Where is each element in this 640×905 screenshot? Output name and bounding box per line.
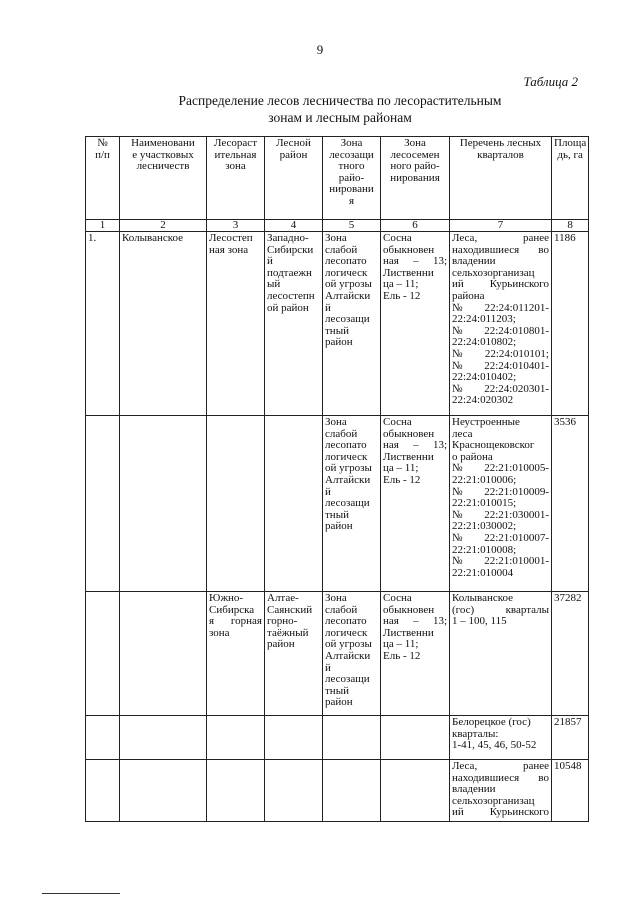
cell-line: обыкновен xyxy=(383,603,435,616)
cell-line: Сибирски xyxy=(267,243,314,256)
protection-zone xyxy=(323,716,381,760)
seed-zone xyxy=(381,232,450,416)
cell-line: лесосемен xyxy=(390,148,440,161)
forestry-name: Колыванское xyxy=(120,232,207,416)
cell-line: Лесостеп xyxy=(209,232,253,244)
cell-line: № xyxy=(97,137,108,149)
cell-line: 22:24:011203; xyxy=(452,313,516,326)
cell-line: ительная xyxy=(214,148,257,161)
cell-line: Ель - 12 xyxy=(383,473,421,486)
area-value: 21857 xyxy=(552,716,589,760)
vegetation-zone xyxy=(207,592,265,716)
cell-line: Саянский xyxy=(267,603,313,616)
cell-line: № 22:21:010009- xyxy=(452,485,549,498)
cell-line: Лесной xyxy=(276,137,311,149)
header-vegetation-zone xyxy=(207,137,265,220)
area-value: 3536 xyxy=(552,416,589,592)
cell-line: й xyxy=(325,485,331,498)
forestry-name xyxy=(120,760,207,822)
cell-line: лесничеств xyxy=(136,160,190,173)
forest-district xyxy=(265,760,323,822)
cell-line: ой угрозы xyxy=(325,278,372,291)
cell-line: райо- xyxy=(338,171,365,184)
cell-line: Сосна xyxy=(383,592,412,604)
seed-zone xyxy=(381,716,450,760)
cell-line: обыкновен xyxy=(383,243,435,256)
cell-line: № 22:21:010005- xyxy=(452,462,549,475)
cell-line: Леса, ранее xyxy=(452,760,549,772)
forestry-name xyxy=(120,592,207,716)
cell-line: п/п xyxy=(95,148,110,161)
seed-zone xyxy=(381,592,450,716)
cell-line: ца – 11; xyxy=(383,638,419,651)
forest-distribution-table xyxy=(85,136,589,822)
cell-line: горно- xyxy=(267,615,298,628)
cell-line: лесопато xyxy=(325,439,367,452)
cell-line: кварталы: xyxy=(452,727,499,740)
cell-line: ная зона xyxy=(209,243,249,256)
forest-district xyxy=(265,232,323,416)
cell-line: Колыванское xyxy=(452,592,514,604)
cell-line: тный xyxy=(325,324,349,337)
cell-line: 22:24:010802; xyxy=(452,336,517,349)
protection-zone xyxy=(323,592,381,716)
cell-line: Лиственни xyxy=(383,626,434,639)
cell-line: Ель - 12 xyxy=(383,289,421,302)
vegetation-zone xyxy=(207,760,265,822)
cell-line: Лиственни xyxy=(383,450,434,463)
forest-district xyxy=(265,592,323,716)
page-number: 9 xyxy=(316,42,324,57)
cell-line: зона xyxy=(225,160,246,173)
column-number: 2 xyxy=(120,220,207,232)
cell-line: ная – 13; xyxy=(383,439,447,452)
cell-line: 22:21:010004 xyxy=(452,566,514,579)
cell-line: слабой xyxy=(325,243,358,256)
cell-line: Алтае- xyxy=(267,592,299,604)
table-row xyxy=(86,760,589,822)
cell-line: таёжный xyxy=(267,626,309,639)
cell-line: Алтайски xyxy=(325,649,371,662)
cell-line: Алтайски xyxy=(325,289,371,302)
table-row xyxy=(86,416,589,592)
cell-line: Южно- xyxy=(209,592,244,604)
forestry-name xyxy=(120,416,207,592)
cell-line: нирования xyxy=(390,171,440,184)
cell-line: лесопато xyxy=(325,615,367,628)
cell-line: ная – 13; xyxy=(383,255,447,268)
cell-line: сельхозорганизац xyxy=(452,794,535,807)
area-value: 37282 xyxy=(552,592,589,716)
cell-line: Зона xyxy=(325,416,347,428)
cell-line: ой угрозы xyxy=(325,462,372,475)
cell-line: ца – 11; xyxy=(383,278,419,291)
quarters-list xyxy=(450,592,552,716)
cell-line: я xyxy=(348,194,355,207)
row-number: 1. xyxy=(86,232,120,416)
cell-line: леса xyxy=(452,427,473,440)
cell-line: тный xyxy=(325,508,349,521)
cell-line: Зона xyxy=(340,137,363,149)
cell-line: владении xyxy=(452,255,496,268)
cell-line: Зона xyxy=(325,592,347,604)
cell-line: лесостепн xyxy=(267,289,315,302)
row-number xyxy=(86,760,120,822)
cell-line: слабой xyxy=(325,603,358,616)
row-number xyxy=(86,416,120,592)
cell-line: лесозащи xyxy=(325,313,370,326)
column-number: 8 xyxy=(552,220,589,232)
protection-zone xyxy=(323,760,381,822)
cell-line: Зона xyxy=(404,137,426,149)
cell-line: логическ xyxy=(325,626,368,639)
cell-line: 22:21:010015; xyxy=(452,497,517,510)
cell-line: Сосна xyxy=(383,416,412,428)
cell-line: Сибирска xyxy=(209,603,255,616)
footnote-divider xyxy=(42,893,120,894)
cell-line: 1 – 100, 115 xyxy=(452,615,507,628)
cell-line: тный xyxy=(325,684,349,697)
seed-zone xyxy=(381,760,450,822)
header-row xyxy=(86,137,589,220)
cell-line: № 22:24:020301- xyxy=(452,382,549,395)
cell-line: 22:21:010006; xyxy=(452,473,517,486)
cell-line: Краснощековског xyxy=(452,439,535,452)
cell-line: Леса, ранее xyxy=(452,232,549,244)
cell-line: ий Курьинского xyxy=(452,806,549,819)
cell-line: й xyxy=(325,301,331,314)
header-quarters-list xyxy=(450,137,552,220)
cell-line: 22:24:020302 xyxy=(452,394,514,407)
header-forestry xyxy=(120,137,207,220)
cell-line: Сосна xyxy=(383,232,412,244)
cell-line: й xyxy=(325,661,331,674)
cell-line: кварталов xyxy=(477,148,524,161)
cell-line: № 22:21:010001- xyxy=(452,555,549,568)
cell-line: (гос) кварталы xyxy=(452,603,549,616)
cell-line: тного xyxy=(338,160,365,173)
cell-line: нировани xyxy=(329,183,374,196)
row-number xyxy=(86,716,120,760)
forestry-name xyxy=(120,716,207,760)
document-title xyxy=(130,92,550,126)
cell-line: № 22:24:010101; xyxy=(452,347,549,360)
cell-line: Площа xyxy=(554,137,587,149)
cell-line: Алтайски xyxy=(325,473,371,486)
cell-line: подтаежн xyxy=(267,266,312,279)
title-line-1: Распределение лесов лесничества по лесорастительным xyxy=(178,93,502,108)
title-line-2: зонам и лесным районам xyxy=(268,110,412,125)
cell-line: Перечень лесных xyxy=(459,137,542,149)
cell-line: ная – 13; xyxy=(383,615,447,628)
cell-line: ий Курьинского xyxy=(452,278,549,291)
table-row xyxy=(86,716,589,760)
cell-line: е участковых xyxy=(132,148,194,161)
protection-zone xyxy=(323,232,381,416)
cell-line: район xyxy=(267,638,295,651)
cell-line: ой район xyxy=(267,301,309,314)
cell-line: 22:24:010402; xyxy=(452,371,517,384)
column-number: 6 xyxy=(381,220,450,232)
vegetation-zone xyxy=(207,232,265,416)
cell-line: сельхозорганизац xyxy=(452,266,535,279)
cell-line: района xyxy=(452,289,485,302)
cell-line: логическ xyxy=(325,266,368,279)
cell-line: № 22:24:011201- xyxy=(452,301,549,314)
cell-line: находившиеся во xyxy=(452,771,549,784)
protection-zone xyxy=(323,416,381,592)
cell-line: 22:21:010008; xyxy=(452,543,517,556)
table-row xyxy=(86,232,589,416)
cell-line: ного райо- xyxy=(390,160,440,173)
header-protection-zone xyxy=(323,137,381,220)
area-value: 10548 xyxy=(552,760,589,822)
cell-line: ца – 11; xyxy=(383,462,419,475)
cell-line: слабой xyxy=(325,427,358,440)
cell-line: Наименовани xyxy=(131,137,195,149)
cell-line: зона xyxy=(209,626,230,639)
cell-line: район xyxy=(325,696,353,709)
cell-line: № 22:24:010401- xyxy=(452,359,549,372)
cell-line: Зона xyxy=(325,232,347,244)
cell-line: Западно- xyxy=(267,232,309,244)
cell-line: № 22:24:010801- xyxy=(452,324,549,337)
cell-line: находившиеся во xyxy=(452,243,549,256)
table-row xyxy=(86,592,589,716)
table-label: Таблица 2 xyxy=(523,74,578,89)
cell-line: Лесораст xyxy=(214,137,257,149)
column-number: 1 xyxy=(86,220,120,232)
cell-line: дь, га xyxy=(557,148,583,161)
cell-line: Ель - 12 xyxy=(383,649,421,662)
cell-line: район xyxy=(325,520,353,533)
cell-line: я горная xyxy=(209,615,262,628)
column-number: 5 xyxy=(323,220,381,232)
column-number-row xyxy=(86,220,589,232)
cell-line: Неустроенные xyxy=(452,416,520,428)
cell-line: о района xyxy=(452,450,493,463)
vegetation-zone xyxy=(207,416,265,592)
cell-line: ой угрозы xyxy=(325,638,372,651)
column-number: 7 xyxy=(450,220,552,232)
column-number: 4 xyxy=(265,220,323,232)
header-seed-zone xyxy=(381,137,450,220)
quarters-list xyxy=(450,760,552,822)
cell-line: № 22:21:010007- xyxy=(452,531,549,544)
cell-line: Лиственни xyxy=(383,266,434,279)
row-number xyxy=(86,592,120,716)
quarters-list xyxy=(450,416,552,592)
forest-district xyxy=(265,416,323,592)
cell-line: район xyxy=(325,336,353,349)
cell-line: обыкновен xyxy=(383,427,435,440)
cell-line: й xyxy=(267,255,273,268)
vegetation-zone xyxy=(207,716,265,760)
cell-line: лесозащи xyxy=(329,148,374,161)
quarters-list xyxy=(450,716,552,760)
header-area xyxy=(552,137,589,220)
cell-line: лесозащи xyxy=(325,673,370,686)
cell-line: № 22:21:030001- xyxy=(452,508,549,521)
cell-line: 22:21:030002; xyxy=(452,520,517,533)
cell-line: Белорецкое (гос) xyxy=(452,716,531,728)
header-number xyxy=(86,137,120,220)
header-forest-district xyxy=(265,137,323,220)
quarters-list xyxy=(450,232,552,416)
cell-line: лесозащи xyxy=(325,497,370,510)
forest-district xyxy=(265,716,323,760)
cell-line: ый xyxy=(267,278,281,291)
area-value: 1186 xyxy=(552,232,589,416)
cell-line: владении xyxy=(452,783,496,796)
column-number: 3 xyxy=(207,220,265,232)
cell-line: район xyxy=(279,148,308,161)
cell-line: лесопато xyxy=(325,255,367,268)
cell-line: логическ xyxy=(325,450,368,463)
cell-line: 1-41, 45, 46, 50-52 xyxy=(452,739,537,752)
seed-zone xyxy=(381,416,450,592)
